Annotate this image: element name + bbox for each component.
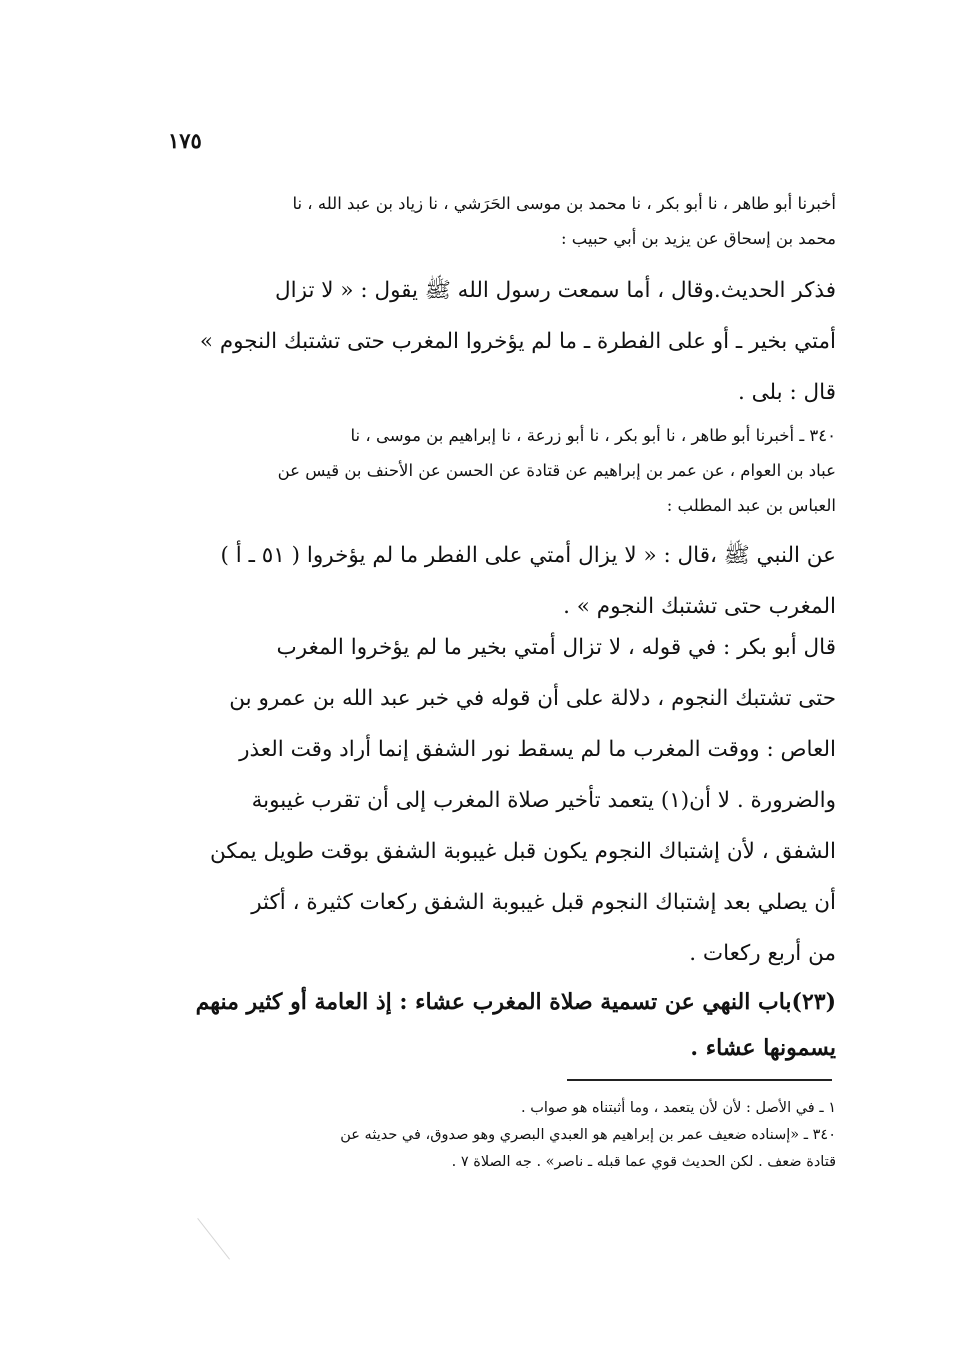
- hadith-339-line: فذكر الحديث.وقال ، أما سمعت رسول الله ﷺ يقول : « لا تزال: [275, 278, 836, 303]
- hadith-340-line: المغرب حتى تشتبك النجوم » .: [563, 594, 836, 619]
- chapter-heading-line: (٢٣)باب النهي عن تسمية صلاة المغرب عشاء : إذ العامة أو كثير منهم: [195, 989, 836, 1015]
- hadith-340-line: عن النبي ﷺ ،قال : « لا يزال أمتي على الفطر ما لم يؤخروا ( ٥١ ـ أ ): [220, 543, 836, 568]
- hadith-339-line: أمتي بخير ـ أو على الفطرة ـ ما لم يؤخروا المغرب حتى تشتبك النجوم »: [199, 329, 836, 354]
- chapter-heading: [160, 979, 836, 1071]
- commentary-paragraph: [160, 622, 836, 979]
- footnote-separator: [567, 1079, 832, 1081]
- commentary-line: أن يصلي بعد إشتباك النجوم قبل غيبوبة الشفق ركعات كثيرة ، أكثر: [251, 890, 836, 915]
- footnote-line: قتادة ضعف . لكن الحديث قوي عما قبله ـ ناصر» . جه الصلاة ٧ .: [451, 1154, 836, 1170]
- isnad-339-line: محمد بن إسحاق عن يزيد بن أبي حبيب :: [560, 229, 836, 248]
- hadith-340-text: [160, 530, 836, 632]
- commentary-line: الشفق ، لأن إشتباك النجوم يكون قبل غيبوبة الشفق بوقت طويل يمكن: [210, 839, 836, 864]
- footnotes: [160, 1095, 836, 1176]
- commentary-line: من أربع ركعات .: [689, 941, 836, 966]
- hadith-339-line: قال : بلى .: [737, 380, 836, 405]
- isnad-340-line: ٣٤٠ ـ أخبرنا أبو طاهر ، نا أبو بكر ، نا أبو زرعة ، نا إبراهيم بن موسى ، نا: [350, 426, 836, 445]
- scan-artifact: [197, 1218, 230, 1260]
- commentary-line: حتى تشتبك النجوم ، دلالة على أن قوله في خبر عبد الله بن عمرو بن: [229, 686, 836, 711]
- footnote-line: ١ ـ في الأصل : لأن لأن يتعمد ، وما أثبتناه هو صواب .: [521, 1100, 836, 1116]
- commentary-line: والضرورة . لا أن(١) يتعمد تأخير صلاة المغرب إلى أن تقرب غيبوبة: [251, 788, 836, 813]
- isnad-339-line: أخبرنا أبو طاهر ، نا أبو بكر ، نا محمد بن موسى الحَرَشي ، نا زياد بن عبد الله ، نا: [292, 194, 836, 213]
- isnad-340-line: عباد بن العوام ، عن عمر بن إبراهيم عن قتادة عن الحسن عن الأحنف بن قيس عن: [277, 461, 836, 480]
- isnad-340: [160, 418, 836, 523]
- page-number: ١٧٥: [168, 128, 202, 153]
- commentary-line: قال أبو بكر : في قوله ، لا تزال أمتي بخير ما لم يؤخروا المغرب: [276, 635, 836, 660]
- chapter-heading-line: يسمونها عشاء .: [690, 1035, 836, 1061]
- isnad-339: [160, 186, 836, 256]
- isnad-340-line: العباس بن عبد المطلب :: [666, 496, 836, 515]
- commentary-line: العاص : ووقت المغرب ما لم يسقط نور الشفق إنما أراد وقت العذر: [239, 737, 836, 762]
- footnote-line: ٣٤٠ ـ «إسناده ضعيف عمر بن إبراهيم هو العبدي البصري وهو صدوق، في حديثه عن: [340, 1127, 836, 1143]
- hadith-339-text: [160, 265, 836, 418]
